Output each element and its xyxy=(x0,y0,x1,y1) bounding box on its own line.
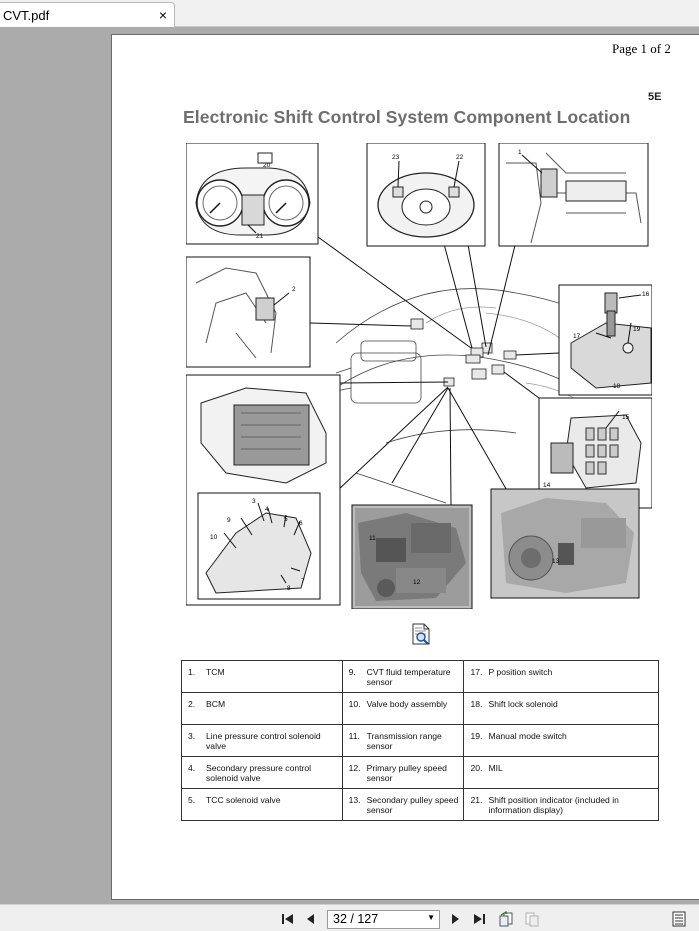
callout-3: 3 xyxy=(252,498,256,505)
callout-19: 19 xyxy=(633,326,641,333)
table-row xyxy=(182,693,659,725)
table-row xyxy=(182,661,659,693)
callout-12: 12 xyxy=(413,579,421,586)
legend-text: P position switch xyxy=(488,667,553,677)
callout-18: 18 xyxy=(613,383,621,390)
inset-photo-range-sensor xyxy=(352,505,472,609)
callout-23: 23 xyxy=(392,154,400,161)
legend-cell xyxy=(342,693,464,725)
callout-6: 6 xyxy=(299,520,303,527)
legend-cell xyxy=(464,757,659,789)
callout-10: 10 xyxy=(210,534,218,541)
callout-4: 4 xyxy=(265,506,269,513)
chevron-down-icon[interactable]: ▼ xyxy=(427,913,435,922)
callout-20: 20 xyxy=(263,162,271,169)
callout-21: 21 xyxy=(256,233,264,240)
page-title: Electronic Shift Control System Component Location xyxy=(183,107,631,127)
legend-text: Line pressure control solenoid valve xyxy=(206,731,321,751)
legend-number: 12. xyxy=(348,763,361,773)
section-code: 5E xyxy=(648,91,662,103)
callout-9: 9 xyxy=(227,517,231,524)
callout-5: 5 xyxy=(284,516,288,523)
legend-text: Valve body assembly xyxy=(366,699,448,709)
legend-number: 1. xyxy=(188,667,196,677)
callout-13: 13 xyxy=(552,558,560,565)
tab-bar xyxy=(0,0,699,27)
legend-cell xyxy=(464,693,659,725)
legend-text: TCM xyxy=(206,667,225,677)
legend-number: 3. xyxy=(188,731,196,741)
inset-shift-lever xyxy=(559,285,652,395)
callout-2: 2 xyxy=(292,286,296,293)
bottom-toolbar xyxy=(0,904,699,931)
callout-11: 11 xyxy=(369,535,376,542)
legend-number: 11. xyxy=(348,731,360,741)
callout-8: 8 xyxy=(287,585,291,592)
legend-number: 13. xyxy=(348,795,361,805)
page-number-field[interactable] xyxy=(327,910,440,929)
prev-page-icon[interactable] xyxy=(303,911,319,927)
callout-15: 15 xyxy=(622,414,630,421)
legend-cell xyxy=(182,725,343,757)
table-row xyxy=(182,789,659,821)
legend-cell xyxy=(182,693,343,725)
zoom-image-icon[interactable] xyxy=(411,623,431,645)
callout-16: 16 xyxy=(642,291,650,298)
legend-cell xyxy=(182,789,343,821)
legend-text: Secondary pulley speed sensor xyxy=(366,795,459,815)
inset-photo-pulley-sensor xyxy=(491,489,639,598)
legend-number: 20. xyxy=(470,763,483,773)
component-legend-table xyxy=(181,660,659,821)
legend-cell xyxy=(464,661,659,693)
legend-text: Primary pulley speed sensor xyxy=(366,763,447,783)
legend-text: CVT fluid temperature sensor xyxy=(366,667,451,687)
legend-text: Manual mode switch xyxy=(488,731,567,741)
legend-cell xyxy=(342,757,464,789)
legend-cell xyxy=(342,789,464,821)
legend-cell xyxy=(182,661,343,693)
legend-cell xyxy=(342,725,464,757)
page-indicator: Page 1 of 2 xyxy=(612,41,671,56)
last-page-icon[interactable] xyxy=(471,911,487,927)
legend-number: 19. xyxy=(470,731,483,741)
callout-7: 7 xyxy=(301,578,305,585)
next-page-icon[interactable] xyxy=(447,911,463,927)
callout-1: 1 xyxy=(518,149,522,156)
document-tab[interactable] xyxy=(0,2,175,27)
legend-cell xyxy=(464,789,659,821)
callout-17: 17 xyxy=(573,333,581,340)
legend-number: 2. xyxy=(188,699,196,709)
legend-number: 4. xyxy=(188,763,196,773)
legend-text: Secondary pressure control solenoid valve xyxy=(206,763,312,783)
page-view-icon[interactable] xyxy=(671,911,687,927)
legend-text: Shift lock solenoid xyxy=(488,699,558,709)
pdf-page xyxy=(111,34,699,900)
legend-number: 5. xyxy=(188,795,196,805)
close-icon[interactable]: × xyxy=(158,7,167,23)
legend-text: BCM xyxy=(206,699,226,709)
callout-14: 14 xyxy=(543,482,551,489)
legend-number: 9. xyxy=(348,667,356,677)
back-view-icon[interactable] xyxy=(498,911,514,927)
component-location-diagram xyxy=(186,143,652,609)
legend-number: 18. xyxy=(470,699,483,709)
page-number-value: 32 / 127 xyxy=(333,912,379,926)
legend-number: 10. xyxy=(348,699,361,709)
tab-title: CVT.pdf xyxy=(3,8,50,23)
legend-text: Shift position indicator (included in information display) xyxy=(488,795,619,815)
legend-cell xyxy=(464,725,659,757)
inset-steering-wheel xyxy=(367,143,485,246)
legend-number: 21. xyxy=(470,795,483,805)
legend-number: 17. xyxy=(470,667,483,677)
inset-bcm-location xyxy=(186,257,310,367)
legend-text: MIL xyxy=(488,763,503,773)
document-viewer[interactable] xyxy=(0,28,699,904)
inset-instrument-cluster xyxy=(186,143,318,244)
callout-22: 22 xyxy=(456,154,464,161)
legend-text: Transmission range sensor xyxy=(366,731,442,751)
forward-view-icon[interactable] xyxy=(524,911,540,927)
inset-tcm-location xyxy=(499,143,648,246)
legend-cell xyxy=(342,661,464,693)
legend-text: TCC solenoid valve xyxy=(206,795,281,805)
table-row xyxy=(182,725,659,757)
legend-cell xyxy=(182,757,343,789)
inset-transmission-case xyxy=(186,375,340,605)
table-row xyxy=(182,757,659,789)
first-page-icon[interactable] xyxy=(280,911,296,927)
